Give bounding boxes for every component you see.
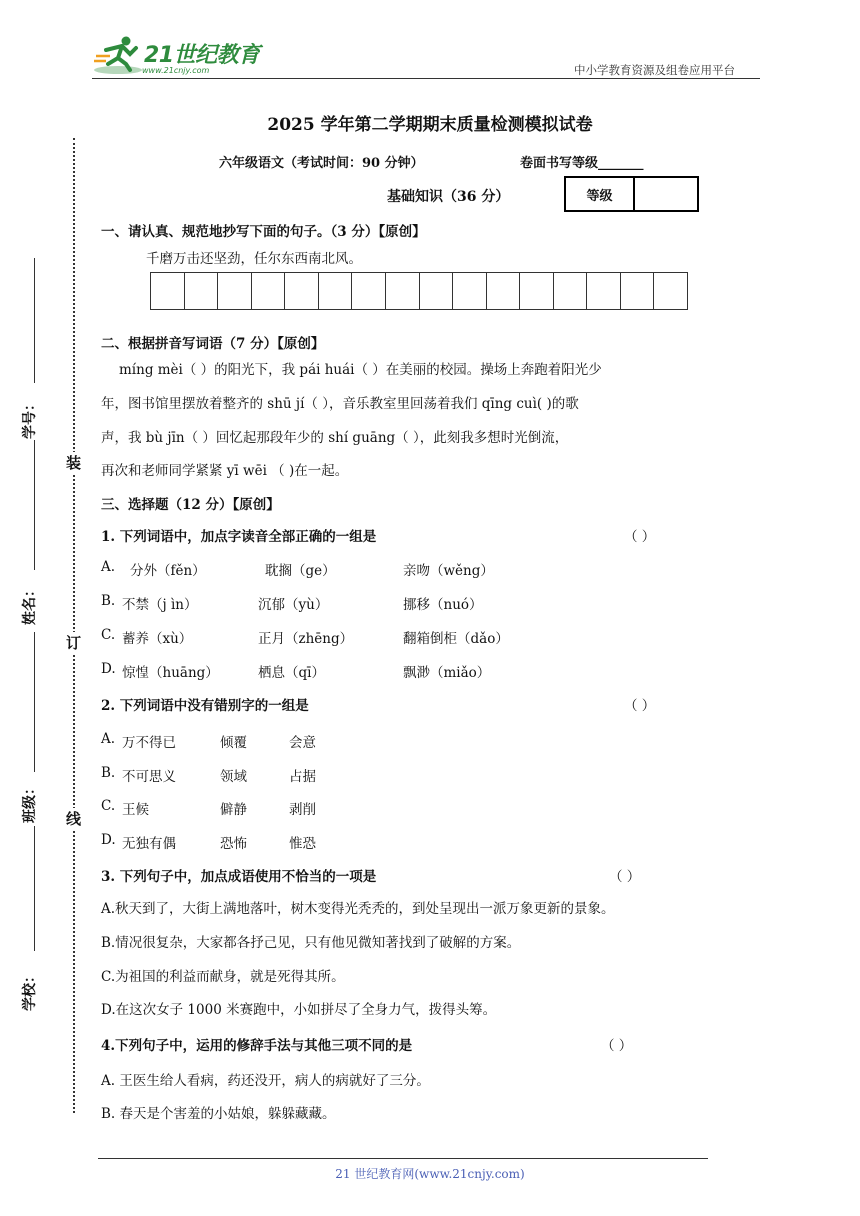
q1-option-c-letter: C. — [101, 627, 116, 643]
q3-answer-paren[interactable]: （ ） — [609, 869, 641, 885]
q2-answer-paren[interactable]: （ ） — [624, 698, 656, 714]
class-label: 班级： — [22, 781, 38, 823]
q2-option-c-word2: 僻静 — [220, 802, 247, 818]
q1-option-a-word3: 亲吻（wěng） — [403, 563, 494, 579]
q4-stem: 4.下列句子中，运用的修辞手法与其他三项不同的是 — [101, 1038, 413, 1054]
q1-option-a-word2: 耽搁（ge） — [265, 563, 336, 579]
school-label: 学校： — [22, 969, 38, 1011]
q2-option-d-letter: D. — [101, 832, 116, 848]
q1-option-c-word2: 正月（zhēng） — [258, 631, 354, 647]
exam-subtitle: 六年级语文（考试时间：90 分钟） — [219, 156, 424, 171]
section1-sentence: 千磨万击还坚劲，任尔东西南北风。 — [146, 251, 362, 267]
q1-option-d-word1: 惊惶（huāng） — [122, 665, 219, 681]
section1-title: 一、请认真、规范地抄写下面的句子。（3 分）【原创】 — [101, 224, 426, 240]
q2-option-d-word2: 恐怖 — [220, 836, 247, 852]
binding-ding: 订 — [66, 634, 82, 652]
q2-option-b-word1: 不可思义 — [122, 769, 176, 785]
q1-option-d-word3: 飘渺（miǎo） — [403, 665, 491, 681]
class-line — [34, 632, 35, 772]
q2-option-a-word3: 会意 — [289, 735, 316, 751]
q2-option-c-word1: 王候 — [122, 802, 149, 818]
grade-box — [564, 176, 699, 212]
q1-option-a-letter: A. — [101, 559, 116, 575]
q1-answer-paren[interactable]: （ ） — [624, 529, 656, 545]
site-logo — [92, 32, 262, 80]
q4-option-a: A. 王医生给人看病，药还没开，病人的病就好了三分。 — [101, 1073, 430, 1089]
q1-option-d-word2: 栖息（qī） — [258, 665, 325, 681]
student-id-label: 学号： — [22, 397, 38, 439]
q1-option-c-word3: 翻箱倒柜（dǎo） — [403, 631, 509, 647]
q3-option-c: C.为祖国的利益而献身，就是死得其所。 — [101, 969, 345, 985]
q2-option-d-word3: 惟恐 — [289, 836, 316, 852]
q1-option-b-word2: 沉郁（yù） — [258, 597, 329, 613]
q2-stem: 2. 下列词语中没有错别字的一组是 — [101, 698, 309, 714]
pinyin-line-3: 声，我 bù jīn（ ）回忆起那段年少的 shí guāng（ ），此刻我多想时光倒流， — [101, 430, 569, 446]
q3-option-d: D.在这次女子 1000 米赛跑中，小如拼尽了全身力气，拨得头筹。 — [101, 1002, 497, 1018]
q4-answer-paren[interactable]: （ ） — [601, 1038, 633, 1054]
name-label: 姓名： — [22, 583, 38, 625]
logo-text: 21世纪教育 — [144, 43, 260, 68]
q2-option-a-word2: 倾覆 — [220, 735, 247, 751]
q4-option-b: B. 春天是个害羞的小姑娘，躲躲藏藏。 — [101, 1106, 336, 1122]
pinyin-line-4: 再次和老师同学紧紧 yī wēi （ )在一起。 — [101, 463, 349, 479]
copy-writing-grid[interactable] — [150, 272, 688, 310]
q3-stem: 3. 下列句子中，加点成语使用不恰当的一项是 — [101, 869, 377, 885]
q2-option-c-letter: C. — [101, 798, 116, 814]
q3-option-b: B.情况很复杂，大家都各抒己见，只有他见微知著找到了破解的方案。 — [101, 935, 521, 951]
q2-option-d-word1: 无独有偶 — [122, 836, 176, 852]
grade-box-label: 等级 — [566, 178, 635, 210]
q1-option-c-word1: 蓄养（xù） — [122, 631, 193, 647]
q3-option-a: A.秋天到了，大街上满地落叶，树木变得光秃秃的，到处呈现出一派万象更新的景象。 — [101, 901, 615, 917]
school-line — [34, 826, 35, 951]
footer-divider — [98, 1158, 708, 1159]
writing-grade: 卷面书写等级_______ — [520, 156, 644, 171]
q2-option-c-word3: 剥削 — [289, 802, 316, 818]
logo-url: www.21cnjy.com — [142, 66, 210, 75]
footer-text: 21 世纪教育网(www.21cnjy.com) — [335, 1167, 525, 1181]
q1-option-b-word3: 挪移（nuó） — [403, 597, 483, 613]
binding-dotted-line — [73, 138, 75, 1113]
grade-box-blank[interactable] — [635, 178, 697, 210]
section2-title: 二、根据拼音写词语（7 分）【原创】 — [101, 336, 325, 352]
q2-option-a-letter: A. — [101, 731, 116, 747]
name-line — [34, 440, 35, 570]
section3-title: 三、选择题（12 分）【原创】 — [101, 497, 280, 513]
q1-option-a-word1: 分外（fěn） — [130, 563, 206, 579]
q2-option-a-word1: 万不得已 — [122, 735, 176, 751]
binding-zhuang: 装 — [66, 454, 82, 472]
q2-option-b-letter: B. — [101, 765, 116, 781]
binding-xian: 线 — [66, 810, 82, 828]
q1-option-b-word1: 不禁（j ìn） — [122, 597, 198, 613]
basic-knowledge-title: 基础知识（36 分） — [387, 189, 510, 205]
header-divider — [92, 78, 760, 79]
q1-option-b-letter: B. — [101, 593, 116, 609]
header-platform-text: 中小学教育资源及组卷应用平台 — [574, 63, 735, 77]
pinyin-line-1: míng mèi（ ）的阳光下，我 pái huái（ ）在美丽的校园。操场上奔跑着阳光少 — [119, 362, 602, 378]
runner-logo-icon — [92, 34, 144, 76]
q2-option-b-word2: 领域 — [220, 769, 247, 785]
q2-option-b-word3: 占据 — [289, 769, 316, 785]
exam-title: 2025 学年第二学期期末质量检测模拟试卷 — [267, 115, 593, 135]
q1-stem: 1. 下列词语中，加点字读音全部正确的一组是 — [101, 529, 377, 545]
q1-option-d-letter: D. — [101, 661, 116, 677]
pinyin-line-2: 年，图书馆里摆放着整齐的 shū jí（ ），音乐教室里回荡着我们 qīng cuì( )的歌 — [101, 396, 579, 412]
student-id-line — [34, 258, 35, 383]
